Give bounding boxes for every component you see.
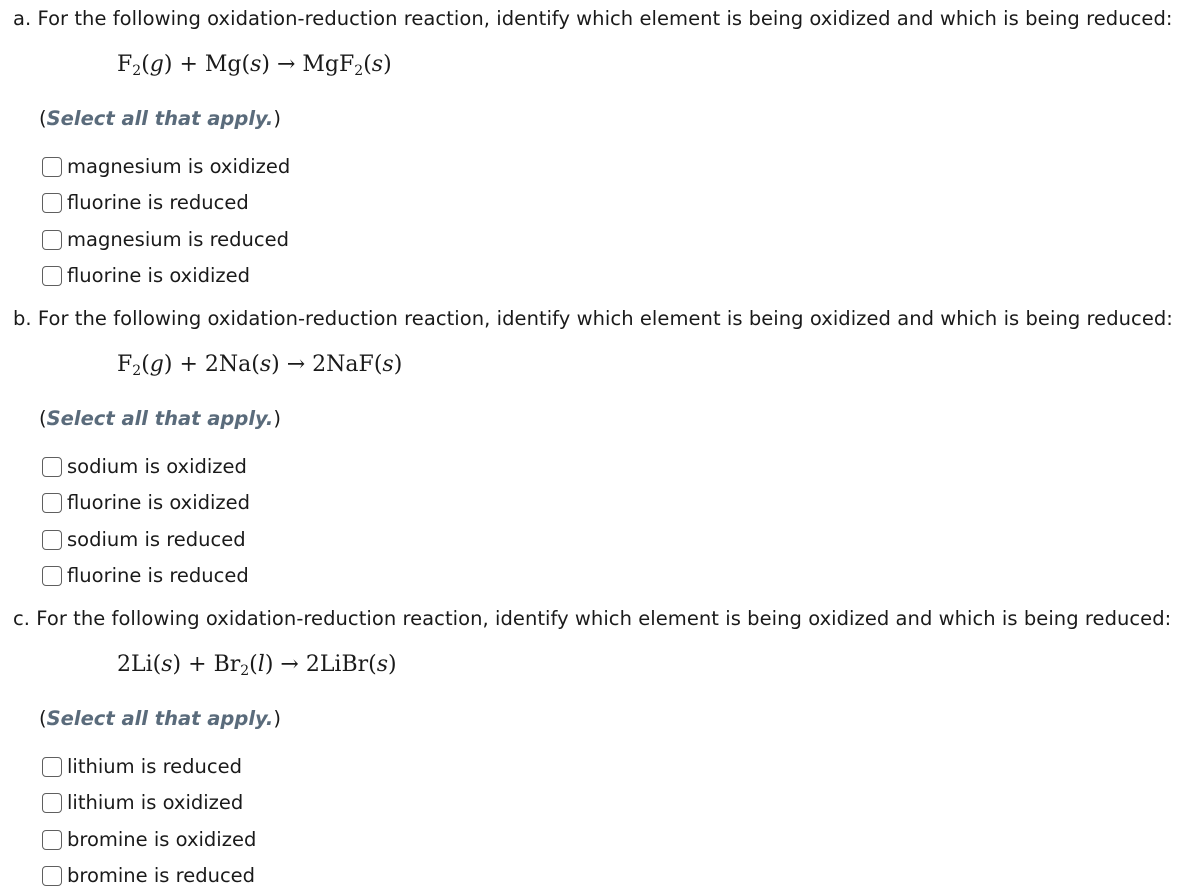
reactant-2: $Br_2(l)$ (213, 652, 274, 679)
option-label: sodium is reduced (67, 527, 246, 551)
reaction-equation (117, 50, 392, 80)
plus-sign: + (181, 652, 214, 677)
checkbox[interactable] (42, 193, 62, 213)
option-label: fluorine is reduced (67, 191, 249, 215)
option-label: bromine is oxidized (67, 827, 257, 851)
option-magnesium-oxidized[interactable] (42, 149, 290, 185)
reactant-1: 2Li(s) (117, 652, 182, 677)
option-bromine-oxidized[interactable] (42, 822, 256, 858)
product: MgF$_2$(s) (302, 52, 392, 79)
checkbox[interactable] (42, 157, 62, 177)
option-label: bromine is reduced (67, 864, 256, 888)
option-sodium-oxidized[interactable] (42, 449, 250, 485)
checkbox[interactable] (42, 230, 62, 250)
select-all-note: (Select all that apply.) (39, 107, 281, 130)
option-label: magnesium is oxidized (67, 155, 291, 179)
option-label: lithium is reduced (67, 755, 243, 779)
option-label: sodium is oxidized (67, 455, 247, 479)
option-fluorine-reduced[interactable] (42, 558, 250, 594)
reaction-arrow: → (273, 652, 306, 677)
checkbox[interactable] (42, 266, 62, 286)
reaction-arrow: → (269, 52, 303, 77)
checkbox[interactable] (42, 530, 62, 550)
checkbox[interactable] (42, 866, 62, 886)
option-label: fluorine is oxidized (67, 264, 251, 288)
select-all-note: (Select all that apply.) (39, 707, 281, 730)
question-prompt: b. For the following oxidation-reduction reaction, identify which element is being oxidized and which is being reduced: (13, 307, 1173, 330)
checkbox[interactable] (42, 493, 62, 513)
reactant-1: $F_2(g)$ (117, 352, 173, 379)
option-magnesium-reduced[interactable] (42, 222, 290, 258)
reaction-equation (117, 350, 402, 380)
reaction-equation (117, 650, 397, 680)
checkbox[interactable] (42, 757, 62, 777)
reactant-2: Mg(s) (204, 52, 270, 77)
question-prompt: a. For the following oxidation-reduction reaction, identify which element is being oxidized and which is being reduced: (13, 7, 1173, 30)
reaction-arrow: → (279, 352, 313, 377)
option-fluorine-oxidized[interactable] (42, 258, 290, 294)
answer-options (42, 449, 250, 594)
select-all-note: (Select all that apply.) (39, 407, 281, 430)
option-sodium-reduced[interactable] (42, 522, 250, 558)
option-lithium-reduced[interactable] (42, 749, 256, 785)
reactant-2: 2Na(s) (204, 352, 280, 377)
product: 2LiBr(s) (305, 652, 397, 677)
checkbox[interactable] (42, 793, 62, 813)
option-label: magnesium is reduced (67, 227, 290, 251)
question-prompt: c. For the following oxidation-reduction reaction, identify which element is being oxidized and which is being reduced: (13, 607, 1172, 630)
checkbox[interactable] (42, 566, 62, 586)
option-fluorine-oxidized[interactable] (42, 485, 250, 521)
option-label: fluorine is reduced (67, 564, 249, 588)
option-fluorine-reduced[interactable] (42, 185, 290, 221)
option-lithium-oxidized[interactable] (42, 785, 256, 821)
plus-sign: + (172, 52, 205, 77)
reactant-1: $F_2(g)$ (117, 52, 173, 79)
option-label: lithium is oxidized (67, 791, 244, 815)
checkbox[interactable] (42, 457, 62, 477)
option-label: fluorine is oxidized (67, 491, 251, 515)
product: 2NaF(s) (312, 352, 403, 377)
checkbox[interactable] (42, 830, 62, 850)
answer-options (42, 749, 256, 894)
plus-sign: + (172, 352, 205, 377)
answer-options (42, 149, 290, 294)
